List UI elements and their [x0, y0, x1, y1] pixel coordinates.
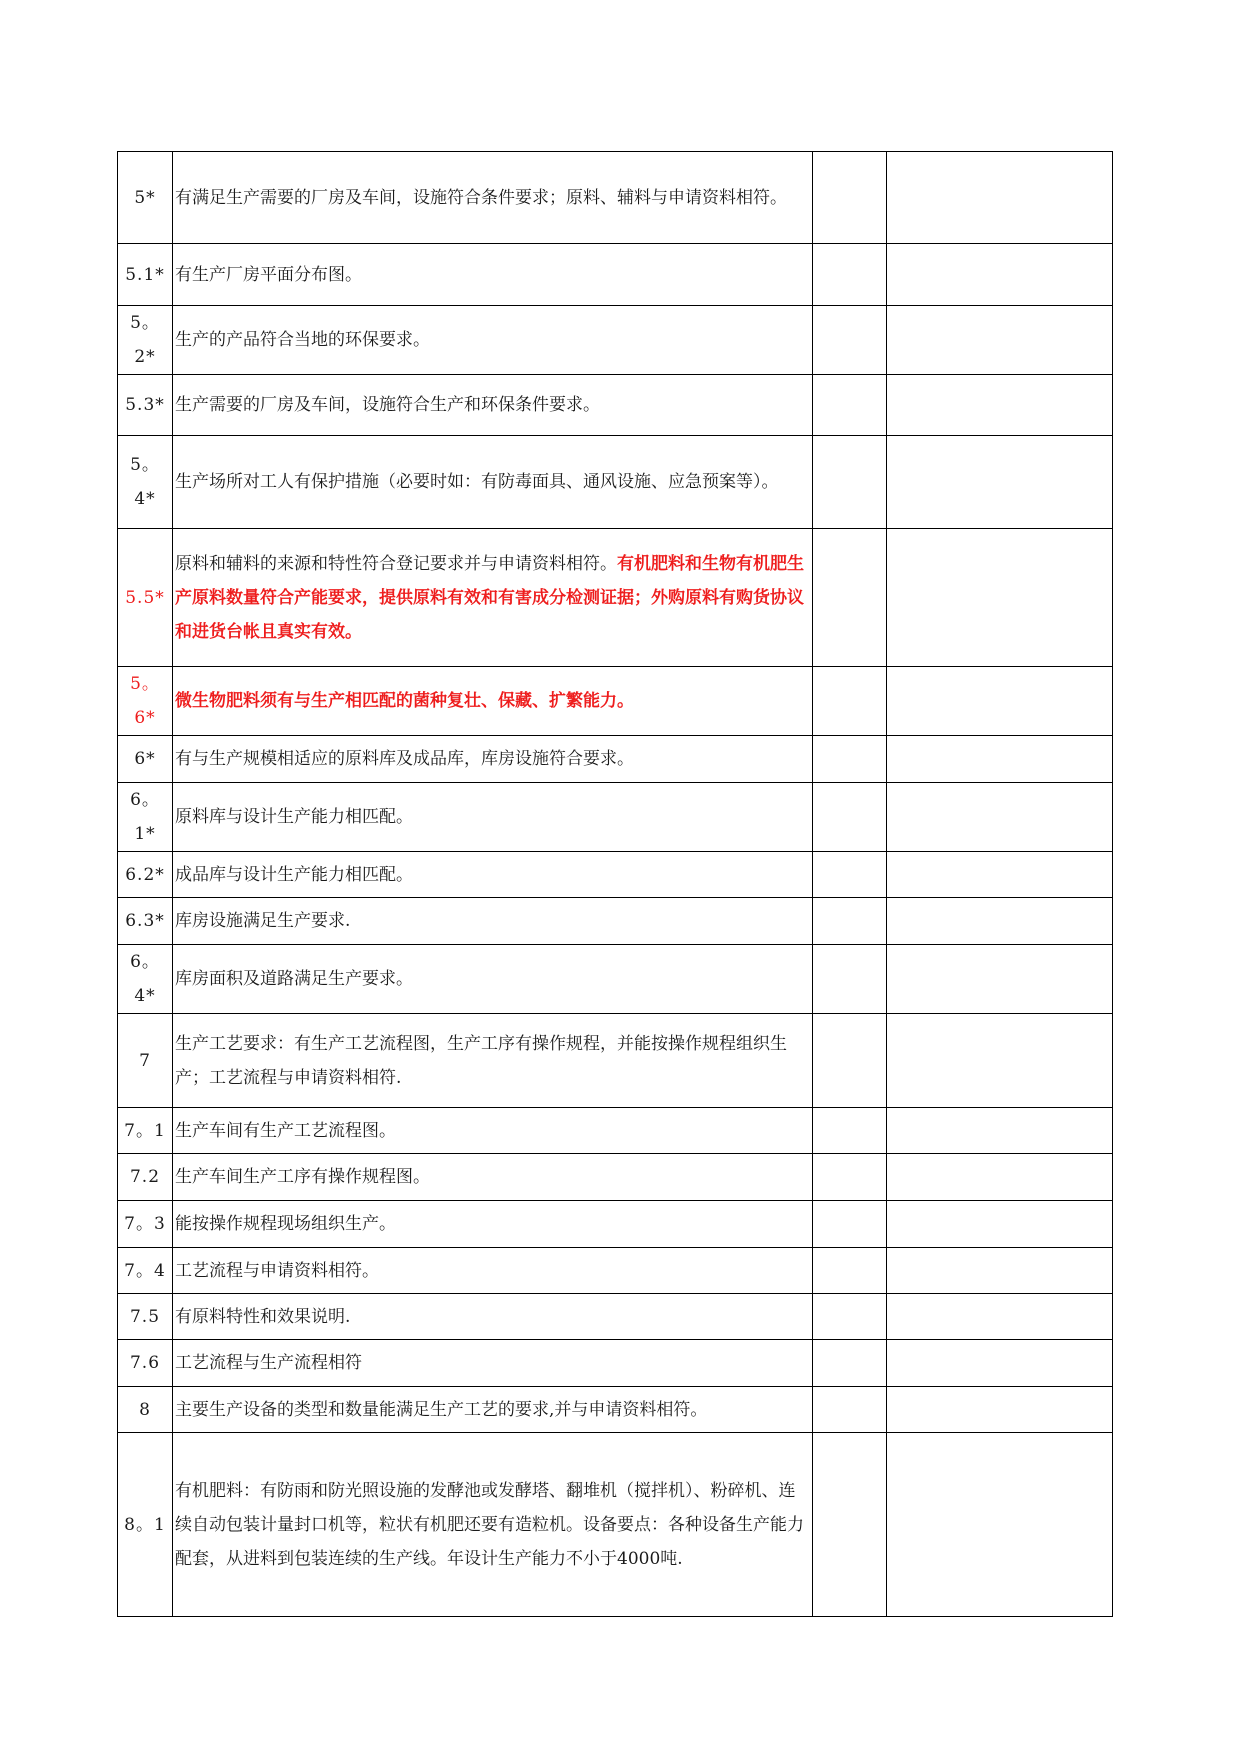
item-number: 5.3*	[118, 375, 173, 436]
item-description: 库房设施满足生产要求.	[173, 898, 813, 945]
item-description: 成品库与设计生产能力相匹配。	[173, 852, 813, 898]
item-number: 5.1*	[118, 244, 173, 306]
review-checklist-table	[117, 151, 1113, 1617]
item-number: 5*	[118, 152, 173, 244]
item-number: 7.5	[118, 1294, 173, 1340]
remark-cell	[887, 529, 1113, 667]
item-description: 生产场所对工人有保护措施（必要时如：有防毒面具、通风设施、应急预案等）。	[173, 436, 813, 529]
table-row	[118, 1387, 1113, 1433]
table-row	[118, 1201, 1113, 1248]
result-cell	[813, 306, 887, 375]
result-cell	[813, 152, 887, 244]
table-row	[118, 1154, 1113, 1201]
item-number: 5。2*	[118, 306, 173, 375]
item-description: 能按操作规程现场组织生产。	[173, 1201, 813, 1248]
remark-cell	[887, 1154, 1113, 1201]
item-number: 5.5*	[118, 529, 173, 667]
item-description: 生产车间生产工序有操作规程图。	[173, 1154, 813, 1201]
item-description: 生产车间有生产工艺流程图。	[173, 1108, 813, 1154]
item-description	[173, 667, 813, 736]
item-description: 生产的产品符合当地的环保要求。	[173, 306, 813, 375]
remark-cell	[887, 1294, 1113, 1340]
item-number: 7	[118, 1014, 173, 1108]
remark-cell	[887, 152, 1113, 244]
remark-cell	[887, 436, 1113, 529]
result-cell	[813, 1108, 887, 1154]
remark-cell	[887, 375, 1113, 436]
remark-cell	[887, 1387, 1113, 1433]
table-row	[118, 852, 1113, 898]
remark-cell	[887, 306, 1113, 375]
result-cell	[813, 852, 887, 898]
item-number: 5。6*	[118, 667, 173, 736]
remark-cell	[887, 1201, 1113, 1248]
remark-cell	[887, 1014, 1113, 1108]
item-description: 有满足生产需要的厂房及车间，设施符合条件要求；原料、辅料与申请资料相符。	[173, 152, 813, 244]
remark-cell	[887, 736, 1113, 783]
item-number: 7。4	[118, 1248, 173, 1294]
item-description: 有与生产规模相适应的原料库及成品库，库房设施符合要求。	[173, 736, 813, 783]
item-description: 有原料特性和效果说明.	[173, 1294, 813, 1340]
item-description: 工艺流程与生产流程相符	[173, 1340, 813, 1387]
result-cell	[813, 436, 887, 529]
item-number: 7。3	[118, 1201, 173, 1248]
remark-cell	[887, 244, 1113, 306]
table-row	[118, 736, 1113, 783]
result-cell	[813, 783, 887, 852]
remark-cell	[887, 667, 1113, 736]
result-cell	[813, 529, 887, 667]
item-number: 6*	[118, 736, 173, 783]
table-row	[118, 945, 1113, 1014]
remark-cell	[887, 898, 1113, 945]
item-description: 主要生产设备的类型和数量能满足生产工艺的要求,并与申请资料相符。	[173, 1387, 813, 1433]
table-row	[118, 436, 1113, 529]
remark-cell	[887, 945, 1113, 1014]
table-row	[118, 898, 1113, 945]
result-cell	[813, 667, 887, 736]
result-cell	[813, 736, 887, 783]
item-description: 库房面积及道路满足生产要求。	[173, 945, 813, 1014]
result-cell	[813, 898, 887, 945]
table-row	[118, 1248, 1113, 1294]
result-cell	[813, 1154, 887, 1201]
item-description	[173, 529, 813, 667]
result-cell	[813, 1433, 887, 1617]
item-number: 5。4*	[118, 436, 173, 529]
result-cell	[813, 375, 887, 436]
table-row	[118, 783, 1113, 852]
table-row	[118, 1108, 1113, 1154]
item-number: 6.2*	[118, 852, 173, 898]
remark-cell	[887, 783, 1113, 852]
item-number: 8	[118, 1387, 173, 1433]
item-number: 8。1	[118, 1433, 173, 1617]
result-cell	[813, 1340, 887, 1387]
result-cell	[813, 1387, 887, 1433]
table-row	[118, 667, 1113, 736]
result-cell	[813, 945, 887, 1014]
item-description: 生产需要的厂房及车间，设施符合生产和环保条件要求。	[173, 375, 813, 436]
item-description-text: 原料和辅料的来源和特性符合登记要求并与申请资料相符。	[175, 553, 617, 574]
item-number: 7.6	[118, 1340, 173, 1387]
table-row	[118, 244, 1113, 306]
table-row	[118, 152, 1113, 244]
item-description: 工艺流程与申请资料相符。	[173, 1248, 813, 1294]
item-number: 6。4*	[118, 945, 173, 1014]
item-number: 7.2	[118, 1154, 173, 1201]
remark-cell	[887, 852, 1113, 898]
item-description: 有生产厂房平面分布图。	[173, 244, 813, 306]
remark-cell	[887, 1433, 1113, 1617]
item-number: 6.3*	[118, 898, 173, 945]
result-cell	[813, 244, 887, 306]
result-cell	[813, 1248, 887, 1294]
remark-cell	[887, 1108, 1113, 1154]
item-description: 有机肥料：有防雨和防光照设施的发酵池或发酵塔、翻堆机（搅拌机）、粉碎机、连续自动包装计量封口机等，粒状有机肥还要有造粒机。设备要点：各种设备生产能力配套，从进料到包装连续的生产线。年设计生产能力不小于4000吨.	[173, 1433, 813, 1617]
remark-cell	[887, 1340, 1113, 1387]
remark-cell	[887, 1248, 1113, 1294]
item-requirement-highlight: 有机肥料和生物有机肥生产原料数量符合产能要求，提供原料有效和有害成分检测证据；外购原料有购货协议和进货台帐且真实有效。	[175, 553, 804, 642]
table-row	[118, 1340, 1113, 1387]
result-cell	[813, 1294, 887, 1340]
table-row	[118, 375, 1113, 436]
table-row	[118, 1014, 1113, 1108]
result-cell	[813, 1014, 887, 1108]
item-description: 生产工艺要求：有生产工艺流程图，生产工序有操作规程，并能按操作规程组织生产；工艺流程与申请资料相符.	[173, 1014, 813, 1108]
table-row	[118, 529, 1113, 667]
item-number: 7。1	[118, 1108, 173, 1154]
table-row	[118, 1433, 1113, 1617]
item-description: 原料库与设计生产能力相匹配。	[173, 783, 813, 852]
item-requirement-highlight: 微生物肥料须有与生产相匹配的菌种复壮、保藏、扩繁能力。	[175, 691, 634, 711]
result-cell	[813, 1201, 887, 1248]
item-number: 6。1*	[118, 783, 173, 852]
table-row	[118, 306, 1113, 375]
table-row	[118, 1294, 1113, 1340]
